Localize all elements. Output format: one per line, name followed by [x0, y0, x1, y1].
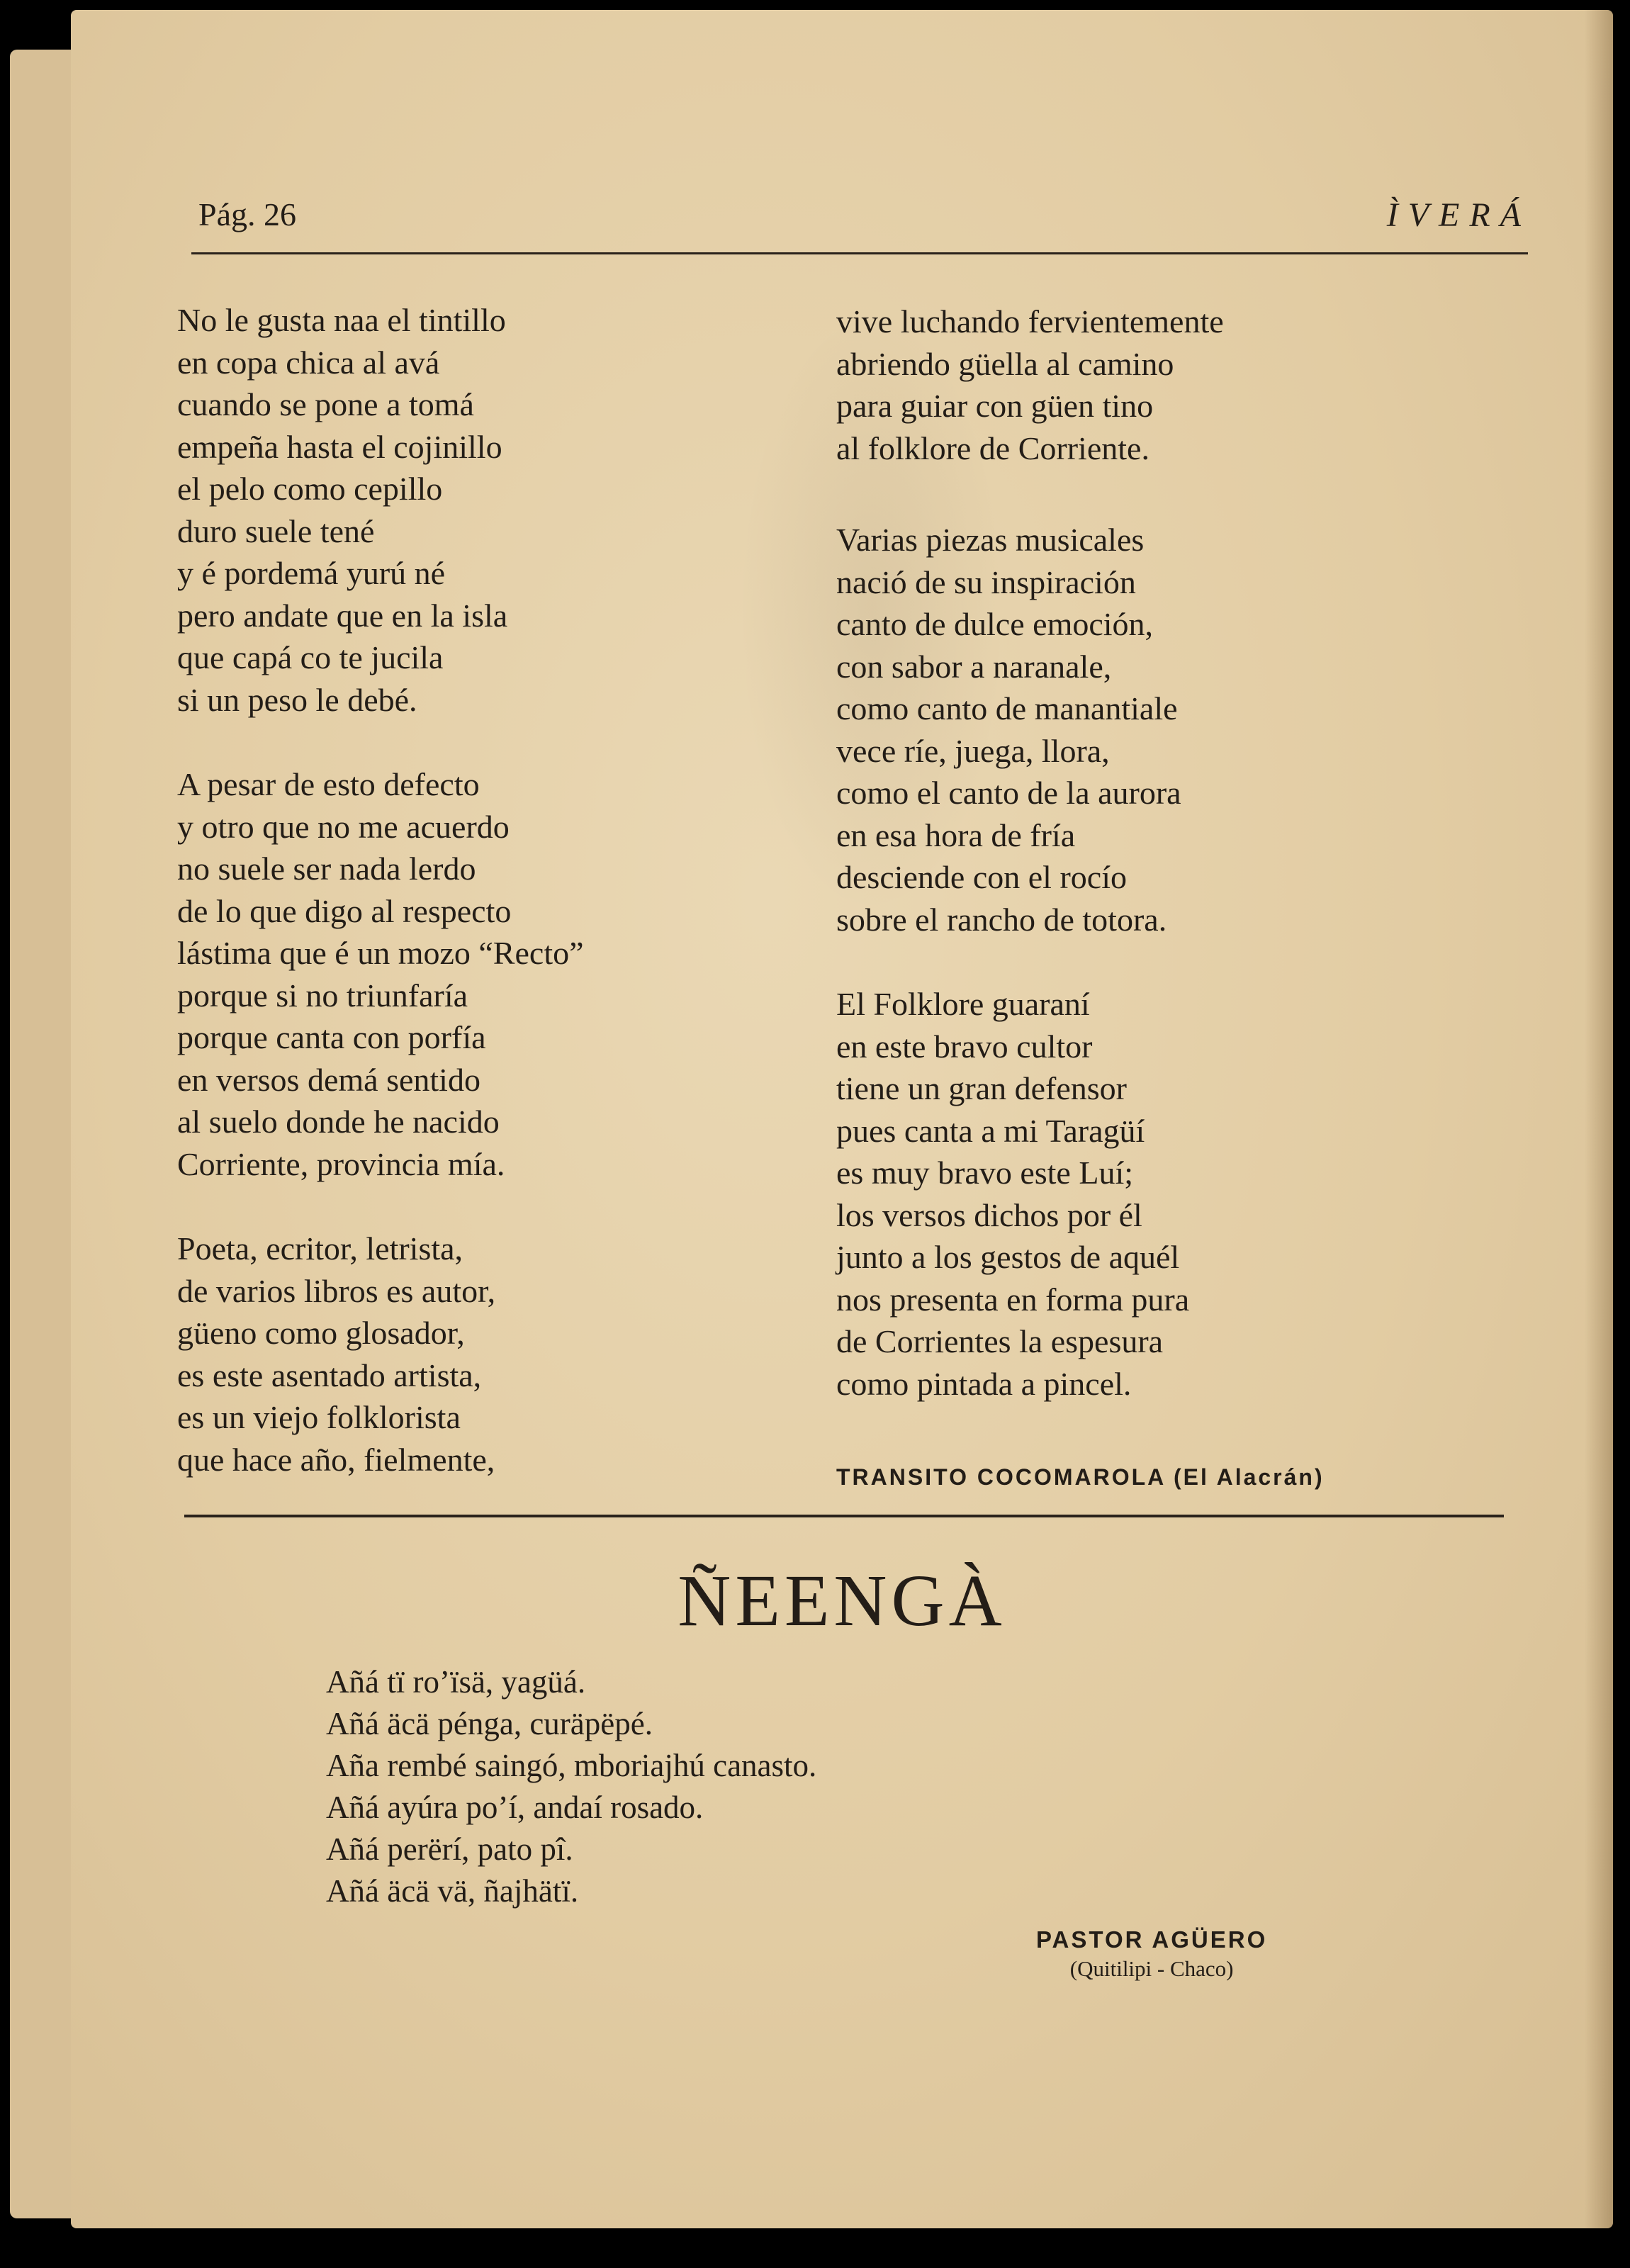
poem2-author: [1036, 1926, 1267, 1982]
verse-line: es muy bravo este Luí;: [836, 1155, 1134, 1191]
verse-line: si un peso le debé.: [177, 681, 417, 718]
verse-line: nos presenta en forma pura: [836, 1281, 1190, 1318]
verse-line: Corriente, provincia mía.: [177, 1145, 505, 1182]
verse-line: abriendo güella al camino: [836, 345, 1174, 382]
verse-line: Aña rembé saingó, mboriajhú canasto.: [326, 1748, 817, 1783]
stanza-gap: [177, 1185, 584, 1228]
verse-line: de varios libros es autor,: [177, 1272, 496, 1309]
verse-line: en este bravo cultor: [836, 1028, 1093, 1065]
verse-line: Varias piezas musicales: [836, 522, 1145, 558]
verse-line: porque si no triunfaría: [177, 977, 468, 1014]
page-header: [198, 196, 1531, 245]
verse-line: en versos demá sentido: [177, 1061, 480, 1098]
stanza: [177, 1228, 584, 1481]
verse-line: lástima que é un mozo “Recto”: [177, 935, 584, 971]
verse-line: A pesar de esto defecto: [177, 766, 480, 802]
poem2-verse: [326, 1661, 816, 1912]
verse-line: Añá ayúra po’í, andaí rosado.: [326, 1790, 704, 1825]
verse-line: Añá perërí, pato pî.: [326, 1831, 573, 1867]
verse-line: junto a los gestos de aquél: [836, 1239, 1180, 1275]
stanza-gap: [836, 941, 1224, 983]
poem1-left-column: [177, 299, 584, 1481]
page-number: Pág. 26: [198, 196, 296, 232]
stanza: [836, 519, 1224, 941]
verse-line: canto de dulce emoción,: [836, 606, 1154, 642]
verse-line: como pintada a pincel.: [836, 1365, 1132, 1402]
magazine-page: [71, 10, 1613, 2228]
verse-line: El Folklore guaraní: [836, 986, 1090, 1022]
verse-line: duro suele tené: [177, 512, 375, 549]
section-rule: [184, 1515, 1504, 1517]
verse-line: que capá co te jucila: [177, 639, 444, 675]
page-edge-shadow: [1585, 10, 1613, 2228]
verse-line: güeno como glosador,: [177, 1315, 465, 1351]
verse-line: nació de su inspiración: [836, 563, 1136, 600]
verse-line: y é pordemá yurú né: [177, 555, 446, 591]
poem2-author-place: (Quitilipi - Chaco): [1069, 1956, 1234, 1981]
poem1-author: TRANSITO COCOMAROLA (El Alacrán): [836, 1464, 1325, 1490]
verse-line: en copa chica al avá: [177, 344, 440, 381]
verse-line: y otro que no me acuerdo: [177, 808, 510, 845]
verse-line: es un viejo folklorista: [177, 1399, 461, 1435]
verse-line: para guiar con güen tino: [836, 388, 1154, 424]
verse-line: cuando se pone a tomá: [177, 386, 474, 422]
verse-line: de lo que digo al respecto: [177, 892, 512, 929]
verse-line: No le gusta naa el tintillo: [177, 302, 506, 338]
verse-line: Añá tï ro’ïsä, yagüá.: [326, 1664, 586, 1700]
verse-line: de Corrientes la espesura: [836, 1323, 1164, 1359]
verse-line: vive luchando fervientemente: [836, 303, 1224, 339]
poem2-title: ÑEENGÀ: [678, 1560, 1006, 1641]
verse-line: es este asentado artista,: [177, 1357, 482, 1393]
verse-line: desciende con el rocío: [836, 859, 1127, 895]
poem2-author-name: PASTOR AGÜERO: [1036, 1926, 1268, 1953]
verse-line: pero andate que en la isla: [177, 597, 508, 634]
stanza-gap: [177, 721, 584, 763]
verse-line: que hace año, fielmente,: [177, 1441, 495, 1478]
verse-line: no suele ser nada lerdo: [177, 850, 476, 887]
verse-line: Poeta, ecritor, letrista,: [177, 1230, 463, 1267]
verse-line: Añá äcä pénga, curäpëpé.: [326, 1706, 653, 1741]
verse-line: porque canta con porfía: [177, 1019, 486, 1055]
verse-line: empeña hasta el cojinillo: [177, 428, 502, 465]
verse-line: en esa hora de fría: [836, 816, 1076, 853]
stanza: [177, 299, 584, 721]
verse-line: sobre el rancho de totora.: [836, 901, 1167, 938]
verse-line: al folklore de Corriente.: [836, 430, 1150, 466]
verse-line: el pelo como cepillo: [177, 471, 443, 507]
stanza-gap: [836, 469, 1224, 519]
poem1-right-column: [836, 301, 1224, 1405]
verse-line: con sabor a naranale,: [836, 648, 1112, 685]
verse-line: al suelo donde he nacido: [177, 1104, 500, 1140]
stanza: [836, 983, 1224, 1405]
verse-line: como canto de manantiale: [836, 690, 1178, 726]
stanza: [177, 763, 584, 1185]
stanza: [836, 301, 1224, 469]
header-rule: [191, 252, 1528, 254]
verse-line: pues canta a mi Taragüí: [836, 1112, 1145, 1149]
verse-line: Añá äcä vä, ñajhätï.: [326, 1873, 579, 1909]
verse-line: como el canto de la aurora: [836, 775, 1181, 811]
verse-line: tiene un gran defensor: [836, 1070, 1128, 1106]
verse-line: vece ríe, juega, llora,: [836, 732, 1110, 769]
verse-line: los versos dichos por él: [836, 1196, 1142, 1233]
magazine-name: ÌVERÁ: [1386, 196, 1531, 234]
